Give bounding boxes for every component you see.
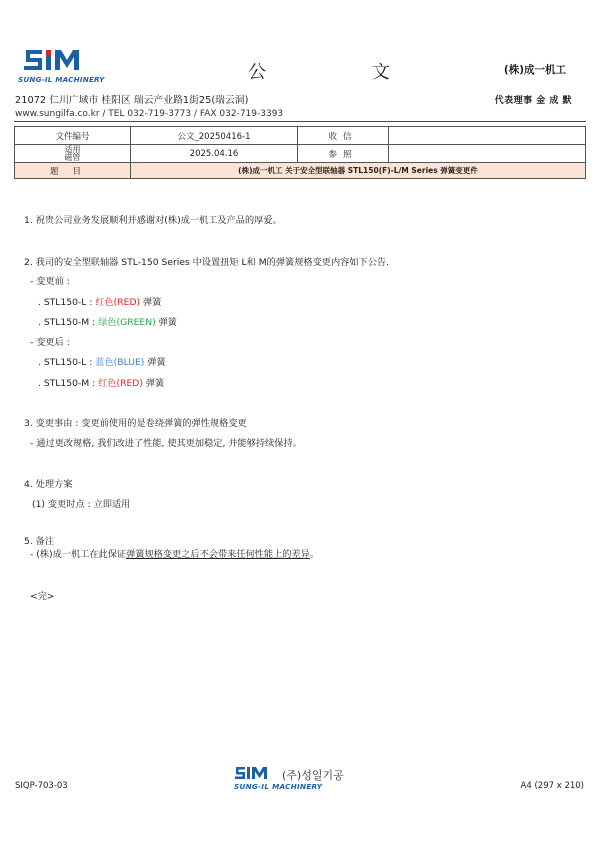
spring-suffix: 弹簧: [142, 378, 165, 389]
before-item-l: [38, 294, 161, 308]
receive-label: 收信: [298, 127, 389, 145]
company-address: 21072 仁川广域市 桂阳区 瑞云产业路1街25(瑞云洞): [15, 95, 249, 106]
reference-label: 参照: [298, 145, 389, 163]
footer-logo: [234, 766, 374, 796]
logo-subtext: SUNG-IL MACHINERY: [18, 75, 105, 84]
paragraph-4: 4. 处理方案: [24, 479, 73, 490]
spring-suffix: 弹簧: [155, 317, 177, 328]
model-name: . STL150-M :: [38, 378, 99, 389]
paragraph-2: 2. 我司的安全型联轴器 STL-150 Series 中设置扭矩 L和 M的弹簧规格变更内容如下公告.: [24, 257, 390, 268]
file-number-value: 公文_20250416-1: [131, 127, 298, 145]
receive-value: [389, 127, 586, 145]
remark-underlined: 弹簧规格变更之后不会带来任何性能上的差异: [126, 549, 310, 560]
paragraph-4-detail: (1) 变更时点 : 立即适用: [32, 499, 131, 510]
applied-date-label: [15, 145, 131, 163]
paragraph-5-detail: [30, 546, 319, 560]
subject-label: 题目: [15, 163, 131, 179]
ceo-name: 代表理事 金 成 默: [494, 96, 572, 106]
end-mark: <完>: [30, 591, 55, 602]
paragraph-5: 5. 备注: [24, 536, 55, 547]
company-name: (株)成一机工: [503, 64, 566, 76]
spring-suffix: 弹簧: [140, 297, 162, 308]
model-name: . STL150-M :: [38, 317, 99, 328]
reference-value: [389, 145, 586, 163]
after-item-m: [38, 375, 164, 389]
footer-logo-subtext: SUNG-IL MACHINERY: [234, 782, 323, 791]
model-name: . STL150-L :: [38, 297, 96, 308]
remark-prefix: - (株)成一机工在此保证: [30, 549, 127, 560]
spring-color: 绿色(GREEN): [98, 317, 156, 328]
contact-info: www.sungilfa.co.kr / TEL 032-719-3773 / FAX 032-719-3393: [15, 109, 284, 119]
spring-color: 红色(RED): [95, 297, 141, 308]
document-info-table: [14, 126, 586, 179]
footer-korean-name: (주)성일기공: [282, 769, 344, 782]
before-item-m: [38, 314, 177, 328]
paragraph-3-detail: - 通过更改规格, 我们改进了性能, 使其更加稳定, 并能够持续保持。: [30, 438, 302, 449]
model-name: . STL150-L :: [38, 357, 96, 368]
paragraph-1: 1. 祝贵公司业务发展顺利并感谢对(株)成一机工及产品的厚爱。: [24, 215, 282, 226]
document-type-title: 公 文: [248, 62, 440, 83]
company-logo: [18, 46, 108, 86]
spring-color: 红色(RED): [98, 378, 143, 389]
date-value: 2025.04.16: [131, 145, 298, 163]
subject-value: (株)成一机工 关于安全型联轴器 STL150(F)-L/M Series 弹簧变更件: [131, 163, 586, 179]
spring-color: 蓝色(BLUE): [95, 357, 145, 368]
form-code: SIQP-703-03: [15, 781, 68, 791]
paragraph-3: 3. 变更事由 : 变更前使用的是卷绕弹簧的弹性规格变更: [24, 418, 247, 429]
applied-label-line2: 磁管: [64, 152, 81, 162]
before-change-label: - 变更前 :: [30, 276, 70, 287]
paper-size: A4 (297 x 210): [520, 781, 584, 791]
remark-suffix: 。: [309, 549, 320, 560]
spring-suffix: 弹簧: [144, 357, 166, 368]
header-divider: [14, 121, 586, 122]
after-item-l: [38, 354, 166, 368]
file-number-label: 文件编号: [15, 127, 131, 145]
after-change-label: - 变更后 :: [30, 337, 70, 348]
applied-label-line1: 适用: [64, 144, 81, 154]
